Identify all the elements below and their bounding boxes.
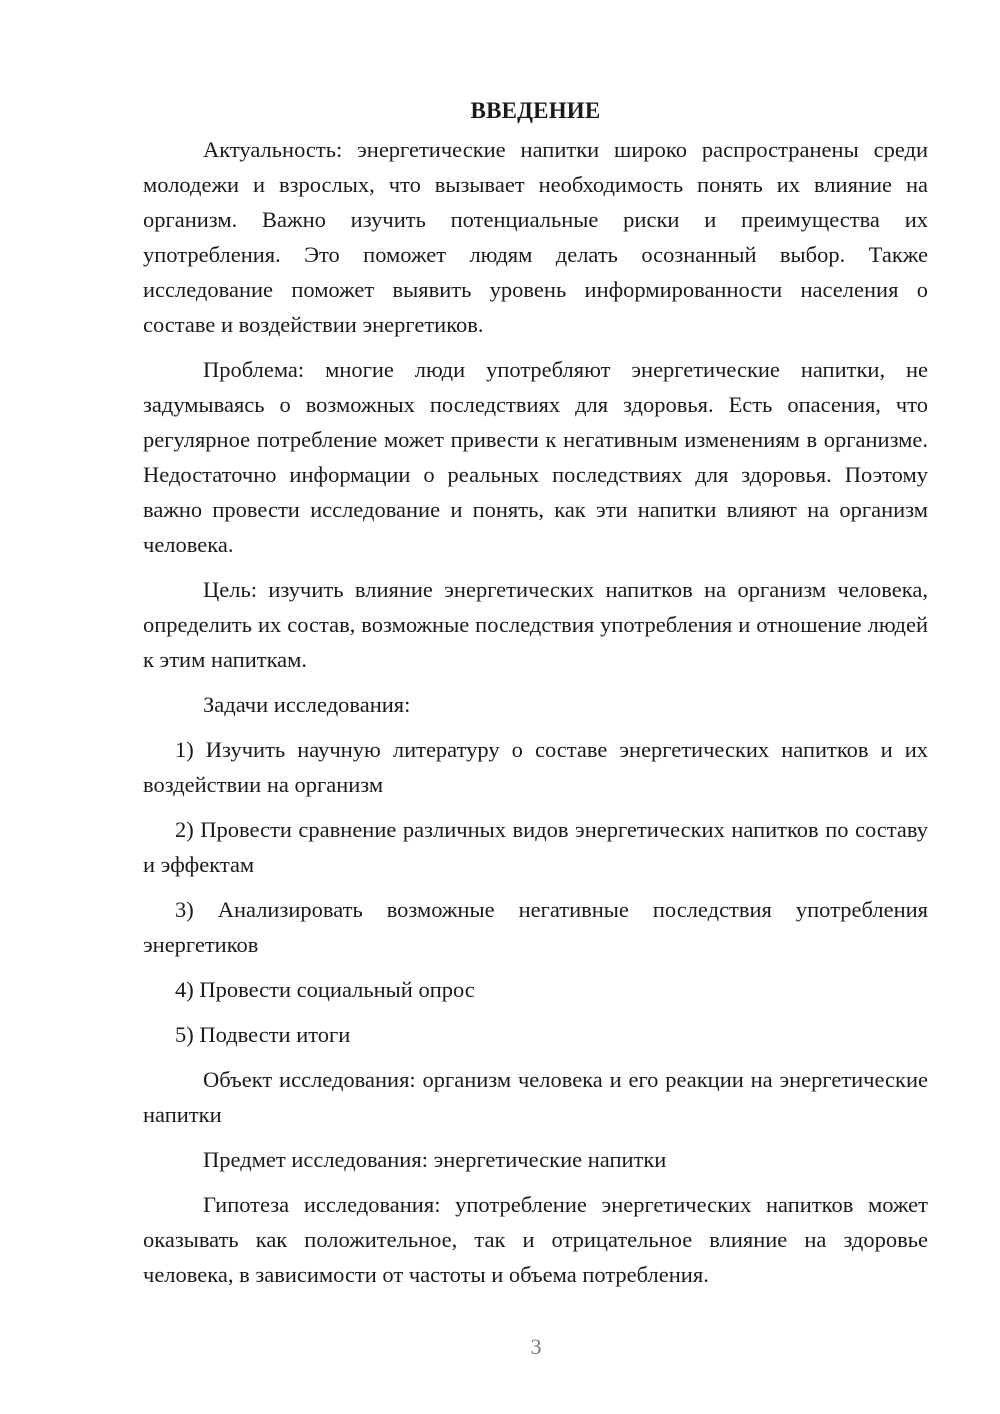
- page-content: [143, 93, 928, 1292]
- paragraph-object: Объект исследования: организм человека и его реакции на энергетические напитки: [143, 1067, 928, 1127]
- task-item: 4) Провести социальный опрос: [175, 977, 475, 1002]
- task-item: 2) Провести сравнение различных видов энергетических напитков по составу и эффектам: [143, 817, 928, 877]
- page-number: 3: [530, 1334, 542, 1359]
- paragraph-hypothesis: Гипотеза исследования: употребление энергетических напитков может оказывать как положительное, так и отрицательное влияние на здоровье человека, в зависимости от частоты и объема потребления.: [143, 1192, 928, 1287]
- paragraph-goal: Цель: изучить влияние энергетических напитков на организм человека, определить их состав, возможные последствия употребления и отношение людей к этим напиткам.: [143, 577, 928, 672]
- section-title: ВВЕДЕНИЕ: [470, 98, 601, 123]
- paragraph-relevance: Актуальность: энергетические напитки широко распространены среди молодежи и взрослых, что вызывает необходимость понять их влияние на организм. Важно изучить потенциальные риски и преимущества их употребления. Это поможет людям делать осознанный выбор. Также исследование поможет выявить уровень информированности населения о составе и воздействии энергетиков.: [143, 137, 928, 337]
- paragraph-problem: Проблема: многие люди употребляют энергетические напитки, не задумываясь о возможных последствиях для здоровья. Есть опасения, что регулярное потребление может привести к негативным изменениям в организме. Недостаточно информации о реальных последствиях для здоровья. Поэтому важно провести исследование и понять, как эти напитки влияют на организм человека.: [143, 357, 928, 557]
- paragraph-subject: Предмет исследования: энергетические напитки: [203, 1147, 667, 1172]
- tasks-heading: Задачи исследования:: [203, 692, 411, 717]
- task-item: 5) Подвести итоги: [175, 1022, 351, 1047]
- task-item: 1) Изучить научную литературу о составе энергетических напитков и их воздействии на организм: [143, 737, 928, 797]
- task-item: 3) Анализировать возможные негативные последствия употребления энергетиков: [143, 897, 928, 957]
